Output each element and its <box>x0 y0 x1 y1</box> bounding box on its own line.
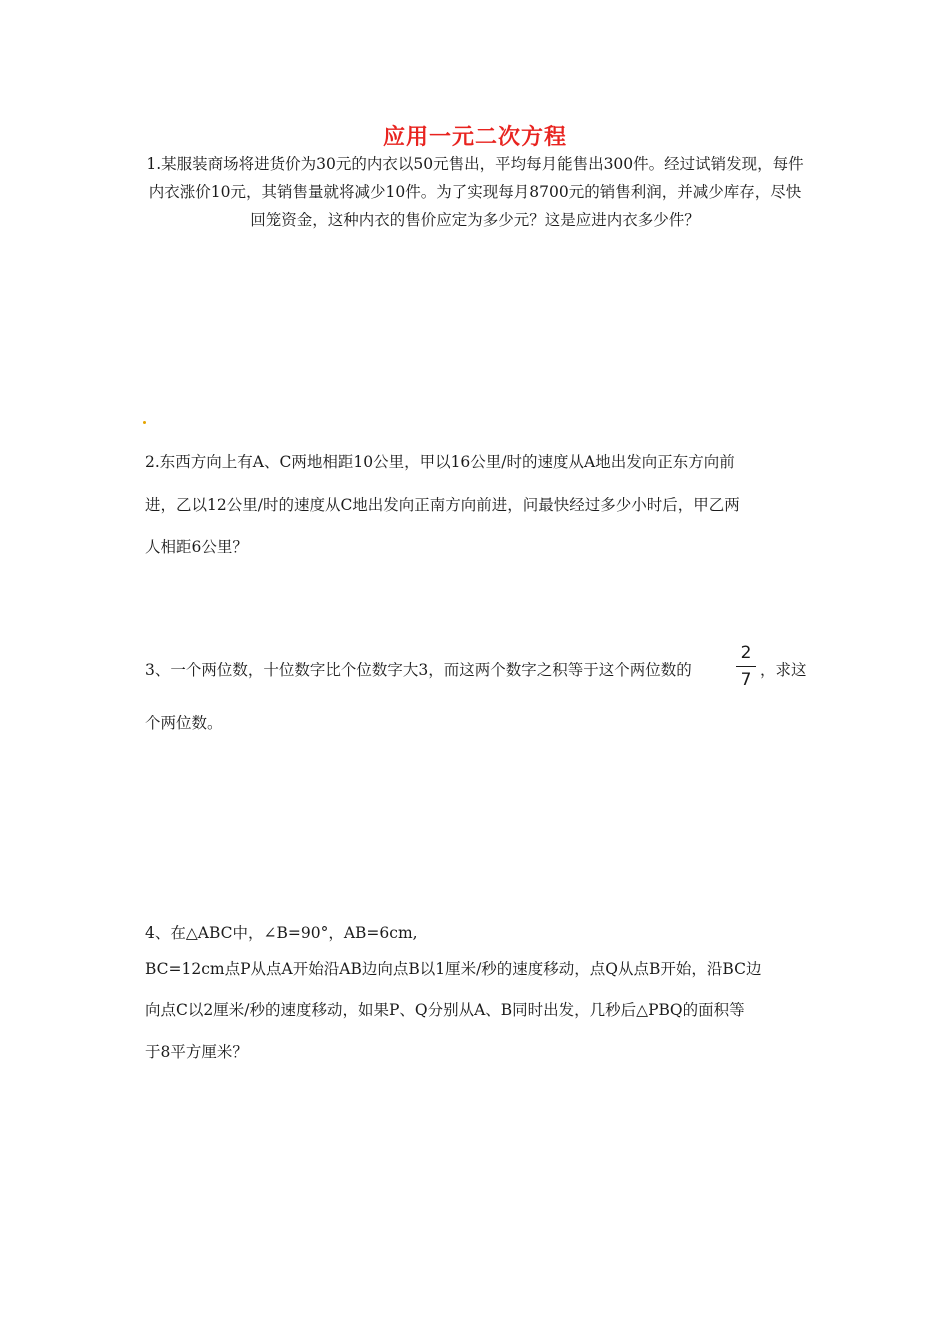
fraction-bar <box>736 666 756 667</box>
question-2-line-1: 2.东西方向上有A、C两地相距10公里，甲以16公里/时的速度从A地出发向正东方向前 <box>145 453 735 471</box>
question-4-line-4: 于8平方厘米？ <box>145 1043 248 1061</box>
question-3-line-2: 个两位数。 <box>145 714 223 732</box>
question-1: 1.某服装商场将进货价为30元的内衣以50元售出，平均每月能售出300件。经过试销发现，每件内衣涨价10元，其销售量就将减少10件。为了实现每月8700元的销售利润，并减少库存，尽快回笼资金，这种内衣的售价应定为多少元？这是应进内衣多少件？ <box>146 155 804 229</box>
question-4-line-1: 4、在△ABC中，∠B=90°，AB=6cm, <box>145 924 418 942</box>
page-title: 应用一元二次方程 <box>382 125 567 150</box>
question-2-line-2: 进，乙以12公里/时的速度从C地出发向正南方向前进，问最快经过多少小时后，甲乙两 <box>145 496 740 514</box>
fraction-numerator: 2 <box>740 643 752 663</box>
stray-mark <box>143 421 146 424</box>
question-3-line-1-end: ，求这 <box>760 661 807 679</box>
fraction-denominator: 7 <box>740 670 752 690</box>
question-3-line-1: 3、一个两位数，十位数字比个位数字大3，而这两个数字之积等于这个两位数的 <box>145 661 692 679</box>
question-4-line-2: BC=12cm点P从点A开始沿AB边向点B以1厘米/秒的速度移动，点Q从点B开始，沿BC边 <box>145 960 762 978</box>
question-2-line-3: 人相距6公里？ <box>145 538 248 556</box>
question-4-line-3: 向点C以2厘米/秒的速度移动，如果P、Q分别从A、B同时出发，几秒后△PBQ的面积等 <box>145 1001 745 1019</box>
fraction-two-sevenths <box>736 642 756 691</box>
